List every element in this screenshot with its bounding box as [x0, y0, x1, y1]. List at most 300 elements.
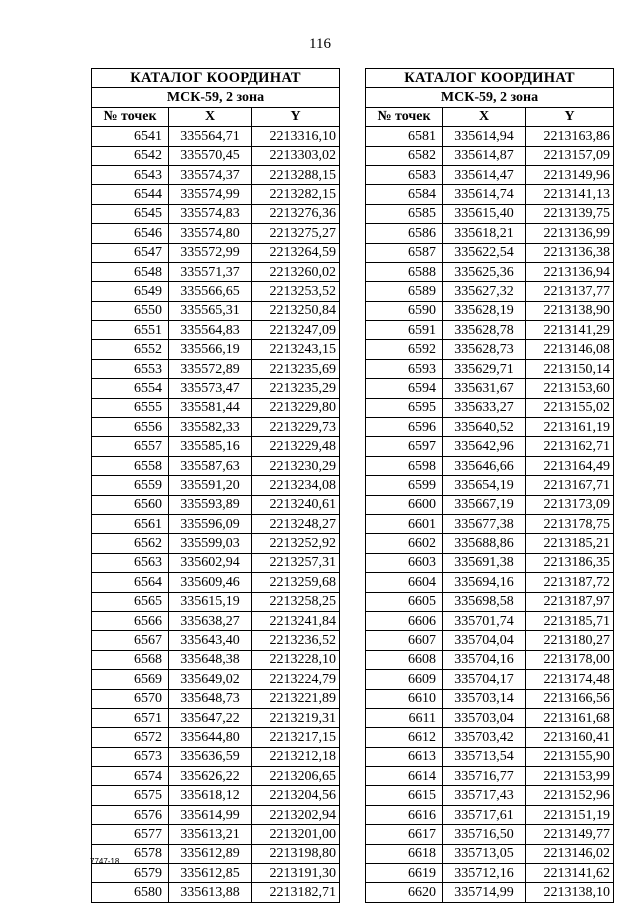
y-coordinate-cell: 2213253,52	[252, 282, 340, 301]
y-coordinate-cell: 2213137,77	[526, 282, 614, 301]
point-number-cell: 6572	[92, 728, 169, 747]
table-row	[366, 883, 614, 902]
point-number-cell: 6544	[92, 185, 169, 204]
table-row	[366, 282, 614, 301]
y-coordinate-cell: 2213257,31	[252, 553, 340, 572]
x-coordinate-cell: 335572,99	[169, 243, 252, 262]
y-coordinate-cell: 2213186,35	[526, 553, 614, 572]
y-coordinate-cell: 2213149,96	[526, 165, 614, 184]
table-row	[366, 476, 614, 495]
y-coordinate-cell: 2213258,25	[252, 592, 340, 611]
x-coordinate-cell: 335614,87	[443, 146, 526, 165]
point-number-cell: 6594	[366, 379, 443, 398]
x-coordinate-cell: 335703,14	[443, 689, 526, 708]
point-number-cell: 6562	[92, 534, 169, 553]
x-coordinate-cell: 335717,61	[443, 805, 526, 824]
x-coordinate-cell: 335618,21	[443, 224, 526, 243]
point-number-cell: 6588	[366, 262, 443, 281]
coordinate-catalog-table-left	[91, 68, 340, 903]
column-header-point-number: № точек	[92, 107, 169, 126]
x-coordinate-cell: 335591,20	[169, 476, 252, 495]
y-coordinate-cell: 2213247,09	[252, 321, 340, 340]
table-row	[92, 204, 340, 223]
x-coordinate-cell: 335654,19	[443, 476, 526, 495]
table-row	[366, 340, 614, 359]
x-coordinate-cell: 335688,86	[443, 534, 526, 553]
y-coordinate-cell: 2213276,36	[252, 204, 340, 223]
y-coordinate-cell: 2213155,90	[526, 747, 614, 766]
x-coordinate-cell: 335599,03	[169, 534, 252, 553]
y-coordinate-cell: 2213153,99	[526, 767, 614, 786]
x-coordinate-cell: 335614,94	[443, 127, 526, 146]
x-coordinate-cell: 335596,09	[169, 514, 252, 533]
y-coordinate-cell: 2213136,99	[526, 224, 614, 243]
point-number-cell: 6549	[92, 282, 169, 301]
table-row	[92, 262, 340, 281]
y-coordinate-cell: 2213187,97	[526, 592, 614, 611]
y-coordinate-cell: 2213316,10	[252, 127, 340, 146]
table-row	[366, 611, 614, 630]
point-number-cell: 6541	[92, 127, 169, 146]
y-coordinate-cell: 2213191,30	[252, 864, 340, 883]
x-coordinate-cell: 335638,27	[169, 611, 252, 630]
x-coordinate-cell: 335585,16	[169, 437, 252, 456]
x-coordinate-cell: 335644,80	[169, 728, 252, 747]
x-coordinate-cell: 335622,54	[443, 243, 526, 262]
x-coordinate-cell: 335646,66	[443, 456, 526, 475]
y-coordinate-cell: 2213150,14	[526, 359, 614, 378]
point-number-cell: 6561	[92, 514, 169, 533]
point-number-cell: 6555	[92, 398, 169, 417]
table-row	[366, 864, 614, 883]
y-coordinate-cell: 2213228,10	[252, 650, 340, 669]
point-number-cell: 6614	[366, 767, 443, 786]
x-coordinate-cell: 335648,73	[169, 689, 252, 708]
x-coordinate-cell: 335631,67	[443, 379, 526, 398]
y-coordinate-cell: 2213139,75	[526, 204, 614, 223]
point-number-cell: 6542	[92, 146, 169, 165]
y-coordinate-cell: 2213178,00	[526, 650, 614, 669]
table-row	[366, 708, 614, 727]
x-coordinate-cell: 335642,96	[443, 437, 526, 456]
table-row	[92, 805, 340, 824]
table-row	[366, 456, 614, 475]
point-number-cell: 6610	[366, 689, 443, 708]
point-number-cell: 6607	[366, 631, 443, 650]
catalog-title: КАТАЛОГ КООРДИНАТ	[92, 69, 340, 88]
point-number-cell: 6603	[366, 553, 443, 572]
table-body	[366, 127, 614, 903]
y-coordinate-cell: 2213234,08	[252, 476, 340, 495]
page-number: 116	[309, 36, 331, 52]
x-coordinate-cell: 335566,19	[169, 340, 252, 359]
x-coordinate-cell: 335704,16	[443, 650, 526, 669]
table-row	[92, 573, 340, 592]
table-row	[92, 514, 340, 533]
table-row	[92, 534, 340, 553]
x-coordinate-cell: 335694,16	[443, 573, 526, 592]
point-number-cell: 6602	[366, 534, 443, 553]
table-row	[366, 805, 614, 824]
point-number-cell: 6548	[92, 262, 169, 281]
table-row	[92, 456, 340, 475]
y-coordinate-cell: 2213243,15	[252, 340, 340, 359]
point-number-cell: 6585	[366, 204, 443, 223]
x-coordinate-cell: 335613,88	[169, 883, 252, 902]
point-number-cell: 6587	[366, 243, 443, 262]
point-number-cell: 6608	[366, 650, 443, 669]
point-number-cell: 6550	[92, 301, 169, 320]
x-coordinate-cell: 335703,42	[443, 728, 526, 747]
table-row	[366, 573, 614, 592]
table-row	[92, 165, 340, 184]
point-number-cell: 6590	[366, 301, 443, 320]
table-row	[92, 127, 340, 146]
point-number-cell: 6600	[366, 495, 443, 514]
x-coordinate-cell: 335691,38	[443, 553, 526, 572]
table-row	[92, 864, 340, 883]
y-coordinate-cell: 2213178,75	[526, 514, 614, 533]
x-coordinate-cell: 335629,71	[443, 359, 526, 378]
y-coordinate-cell: 2213229,48	[252, 437, 340, 456]
table-row	[366, 379, 614, 398]
table-row	[92, 708, 340, 727]
y-coordinate-cell: 2213236,52	[252, 631, 340, 650]
point-number-cell: 6586	[366, 224, 443, 243]
table-row	[366, 262, 614, 281]
table-row	[366, 689, 614, 708]
table-row	[366, 786, 614, 805]
x-coordinate-cell: 335643,40	[169, 631, 252, 650]
x-coordinate-cell: 335572,89	[169, 359, 252, 378]
document-code: 7747-18	[90, 857, 120, 866]
table-row	[92, 747, 340, 766]
table-row	[92, 224, 340, 243]
x-coordinate-cell: 335703,04	[443, 708, 526, 727]
table-row	[92, 243, 340, 262]
catalog-subtitle: МСК-59, 2 зона	[366, 88, 614, 107]
y-coordinate-cell: 2213167,71	[526, 476, 614, 495]
y-coordinate-cell: 2213162,71	[526, 437, 614, 456]
y-coordinate-cell: 2213235,29	[252, 379, 340, 398]
y-coordinate-cell: 2213161,19	[526, 418, 614, 437]
x-coordinate-cell: 335570,45	[169, 146, 252, 165]
point-number-cell: 6573	[92, 747, 169, 766]
point-number-cell: 6563	[92, 553, 169, 572]
table-row	[92, 592, 340, 611]
x-coordinate-cell: 335713,05	[443, 844, 526, 863]
x-coordinate-cell: 335581,44	[169, 398, 252, 417]
point-number-cell: 6595	[366, 398, 443, 417]
table-row	[92, 728, 340, 747]
y-coordinate-cell: 2213282,15	[252, 185, 340, 204]
x-coordinate-cell: 335564,71	[169, 127, 252, 146]
y-coordinate-cell: 2213230,29	[252, 456, 340, 475]
x-coordinate-cell: 335618,12	[169, 786, 252, 805]
x-coordinate-cell: 335633,27	[443, 398, 526, 417]
y-coordinate-cell: 2213182,71	[252, 883, 340, 902]
y-coordinate-cell: 2213152,96	[526, 786, 614, 805]
table-row	[92, 476, 340, 495]
coordinate-catalog-table-right	[365, 68, 614, 903]
point-number-cell: 6574	[92, 767, 169, 786]
x-coordinate-cell: 335574,83	[169, 204, 252, 223]
x-coordinate-cell: 335713,54	[443, 747, 526, 766]
y-coordinate-cell: 2213185,21	[526, 534, 614, 553]
point-number-cell: 6565	[92, 592, 169, 611]
y-coordinate-cell: 2213141,13	[526, 185, 614, 204]
x-coordinate-cell: 335612,85	[169, 864, 252, 883]
table-row	[92, 631, 340, 650]
table-row	[92, 437, 340, 456]
x-coordinate-cell: 335614,47	[443, 165, 526, 184]
x-coordinate-cell: 335628,19	[443, 301, 526, 320]
y-coordinate-cell: 2213252,92	[252, 534, 340, 553]
y-coordinate-cell: 2213187,72	[526, 573, 614, 592]
point-number-cell: 6611	[366, 708, 443, 727]
x-coordinate-cell: 335582,33	[169, 418, 252, 437]
x-coordinate-cell: 335627,32	[443, 282, 526, 301]
x-coordinate-cell: 335593,89	[169, 495, 252, 514]
column-header-x: X	[443, 107, 526, 126]
y-coordinate-cell: 2213164,49	[526, 456, 614, 475]
y-coordinate-cell: 2213206,65	[252, 767, 340, 786]
y-coordinate-cell: 2213174,48	[526, 670, 614, 689]
y-coordinate-cell: 2213155,02	[526, 398, 614, 417]
table-row	[366, 650, 614, 669]
y-coordinate-cell: 2213235,69	[252, 359, 340, 378]
table-row	[366, 204, 614, 223]
table-row	[366, 127, 614, 146]
y-coordinate-cell: 2213180,27	[526, 631, 614, 650]
x-coordinate-cell: 335704,17	[443, 670, 526, 689]
table-row	[366, 185, 614, 204]
y-coordinate-cell: 2213149,77	[526, 825, 614, 844]
point-number-cell: 6582	[366, 146, 443, 165]
table-row	[92, 553, 340, 572]
catalog-subtitle: МСК-59, 2 зона	[92, 88, 340, 107]
y-coordinate-cell: 2213198,80	[252, 844, 340, 863]
table-row	[92, 844, 340, 863]
y-coordinate-cell: 2213204,56	[252, 786, 340, 805]
point-number-cell: 6612	[366, 728, 443, 747]
point-number-cell: 6593	[366, 359, 443, 378]
table-row	[366, 747, 614, 766]
x-coordinate-cell: 335628,73	[443, 340, 526, 359]
x-coordinate-cell: 335613,21	[169, 825, 252, 844]
point-number-cell: 6580	[92, 883, 169, 902]
x-coordinate-cell: 335640,52	[443, 418, 526, 437]
y-coordinate-cell: 2213288,15	[252, 165, 340, 184]
point-number-cell: 6619	[366, 864, 443, 883]
y-coordinate-cell: 2213221,89	[252, 689, 340, 708]
y-coordinate-cell: 2213153,60	[526, 379, 614, 398]
y-coordinate-cell: 2213166,56	[526, 689, 614, 708]
point-number-cell: 6601	[366, 514, 443, 533]
point-number-cell: 6545	[92, 204, 169, 223]
x-coordinate-cell: 335574,99	[169, 185, 252, 204]
point-number-cell: 6591	[366, 321, 443, 340]
table-row	[366, 321, 614, 340]
x-coordinate-cell: 335564,83	[169, 321, 252, 340]
point-number-cell: 6606	[366, 611, 443, 630]
x-coordinate-cell: 335667,19	[443, 495, 526, 514]
x-coordinate-cell: 335566,65	[169, 282, 252, 301]
point-number-cell: 6618	[366, 844, 443, 863]
point-number-cell: 6598	[366, 456, 443, 475]
point-number-cell: 6564	[92, 573, 169, 592]
point-number-cell: 6604	[366, 573, 443, 592]
x-coordinate-cell: 335612,89	[169, 844, 252, 863]
point-number-cell: 6579	[92, 864, 169, 883]
point-number-cell: 6599	[366, 476, 443, 495]
table-row	[366, 359, 614, 378]
point-number-cell: 6566	[92, 611, 169, 630]
x-coordinate-cell: 335636,59	[169, 747, 252, 766]
table-row	[92, 398, 340, 417]
table-row	[92, 282, 340, 301]
y-coordinate-cell: 2213275,27	[252, 224, 340, 243]
x-coordinate-cell: 335574,37	[169, 165, 252, 184]
table-row	[366, 553, 614, 572]
table-row	[366, 670, 614, 689]
point-number-cell: 6592	[366, 340, 443, 359]
y-coordinate-cell: 2213303,02	[252, 146, 340, 165]
point-number-cell: 6575	[92, 786, 169, 805]
y-coordinate-cell: 2213157,09	[526, 146, 614, 165]
table-row	[92, 650, 340, 669]
table-row	[92, 301, 340, 320]
x-coordinate-cell: 335615,19	[169, 592, 252, 611]
table-row	[366, 631, 614, 650]
point-number-cell: 6577	[92, 825, 169, 844]
y-coordinate-cell: 2213259,68	[252, 573, 340, 592]
point-number-cell: 6613	[366, 747, 443, 766]
table-row	[366, 243, 614, 262]
column-header-y: Y	[526, 107, 614, 126]
y-coordinate-cell: 2213163,86	[526, 127, 614, 146]
y-coordinate-cell: 2213260,02	[252, 262, 340, 281]
table-row	[92, 418, 340, 437]
y-coordinate-cell: 2213173,09	[526, 495, 614, 514]
point-number-cell: 6615	[366, 786, 443, 805]
point-number-cell: 6620	[366, 883, 443, 902]
y-coordinate-cell: 2213136,94	[526, 262, 614, 281]
point-number-cell: 6597	[366, 437, 443, 456]
table-row	[366, 825, 614, 844]
y-coordinate-cell: 2213217,15	[252, 728, 340, 747]
x-coordinate-cell: 335677,38	[443, 514, 526, 533]
point-number-cell: 6554	[92, 379, 169, 398]
y-coordinate-cell: 2213138,90	[526, 301, 614, 320]
table-row	[366, 224, 614, 243]
y-coordinate-cell: 2213229,80	[252, 398, 340, 417]
table-row	[366, 767, 614, 786]
point-number-cell: 6556	[92, 418, 169, 437]
x-coordinate-cell: 335701,74	[443, 611, 526, 630]
x-coordinate-cell: 335716,77	[443, 767, 526, 786]
table-row	[366, 728, 614, 747]
table-row	[92, 670, 340, 689]
x-coordinate-cell: 335628,78	[443, 321, 526, 340]
table-row	[92, 611, 340, 630]
table-row	[92, 786, 340, 805]
point-number-cell: 6560	[92, 495, 169, 514]
point-number-cell: 6589	[366, 282, 443, 301]
table-row	[366, 301, 614, 320]
table-row	[92, 379, 340, 398]
table-row	[92, 495, 340, 514]
x-coordinate-cell: 335625,36	[443, 262, 526, 281]
y-coordinate-cell: 2213201,00	[252, 825, 340, 844]
point-number-cell: 6558	[92, 456, 169, 475]
y-coordinate-cell: 2213146,02	[526, 844, 614, 863]
y-coordinate-cell: 2213212,18	[252, 747, 340, 766]
x-coordinate-cell: 335649,02	[169, 670, 252, 689]
point-number-cell: 6617	[366, 825, 443, 844]
y-coordinate-cell: 2213264,59	[252, 243, 340, 262]
y-coordinate-cell: 2213229,73	[252, 418, 340, 437]
y-coordinate-cell: 2213241,84	[252, 611, 340, 630]
point-number-cell: 6557	[92, 437, 169, 456]
x-coordinate-cell: 335614,74	[443, 185, 526, 204]
table-row	[92, 340, 340, 359]
table-row	[366, 514, 614, 533]
point-number-cell: 6569	[92, 670, 169, 689]
column-header-y: Y	[252, 107, 340, 126]
table-row	[92, 321, 340, 340]
x-coordinate-cell: 335602,94	[169, 553, 252, 572]
point-number-cell: 6616	[366, 805, 443, 824]
x-coordinate-cell: 335571,37	[169, 262, 252, 281]
x-coordinate-cell: 335698,58	[443, 592, 526, 611]
y-coordinate-cell: 2213250,84	[252, 301, 340, 320]
table-row	[92, 689, 340, 708]
y-coordinate-cell: 2213219,31	[252, 708, 340, 727]
x-coordinate-cell: 335614,99	[169, 805, 252, 824]
y-coordinate-cell: 2213141,62	[526, 864, 614, 883]
point-number-cell: 6568	[92, 650, 169, 669]
point-number-cell: 6547	[92, 243, 169, 262]
point-number-cell: 6553	[92, 359, 169, 378]
x-coordinate-cell: 335565,31	[169, 301, 252, 320]
table-body	[92, 127, 340, 903]
x-coordinate-cell: 335609,46	[169, 573, 252, 592]
y-coordinate-cell: 2213160,41	[526, 728, 614, 747]
x-coordinate-cell: 335712,16	[443, 864, 526, 883]
table-row	[366, 418, 614, 437]
y-coordinate-cell: 2213138,10	[526, 883, 614, 902]
point-number-cell: 6578	[92, 844, 169, 863]
table-row	[92, 883, 340, 902]
table-row	[366, 398, 614, 417]
x-coordinate-cell: 335647,22	[169, 708, 252, 727]
point-number-cell: 6567	[92, 631, 169, 650]
point-number-cell: 6552	[92, 340, 169, 359]
x-coordinate-cell: 335717,43	[443, 786, 526, 805]
table-row	[366, 592, 614, 611]
y-coordinate-cell: 2213136,38	[526, 243, 614, 262]
y-coordinate-cell: 2213240,61	[252, 495, 340, 514]
column-header-point-number: № точек	[366, 107, 443, 126]
x-coordinate-cell: 335573,47	[169, 379, 252, 398]
table-row	[92, 767, 340, 786]
table-row	[366, 495, 614, 514]
table-row	[366, 437, 614, 456]
table-row	[92, 185, 340, 204]
y-coordinate-cell: 2213248,27	[252, 514, 340, 533]
point-number-cell: 6609	[366, 670, 443, 689]
